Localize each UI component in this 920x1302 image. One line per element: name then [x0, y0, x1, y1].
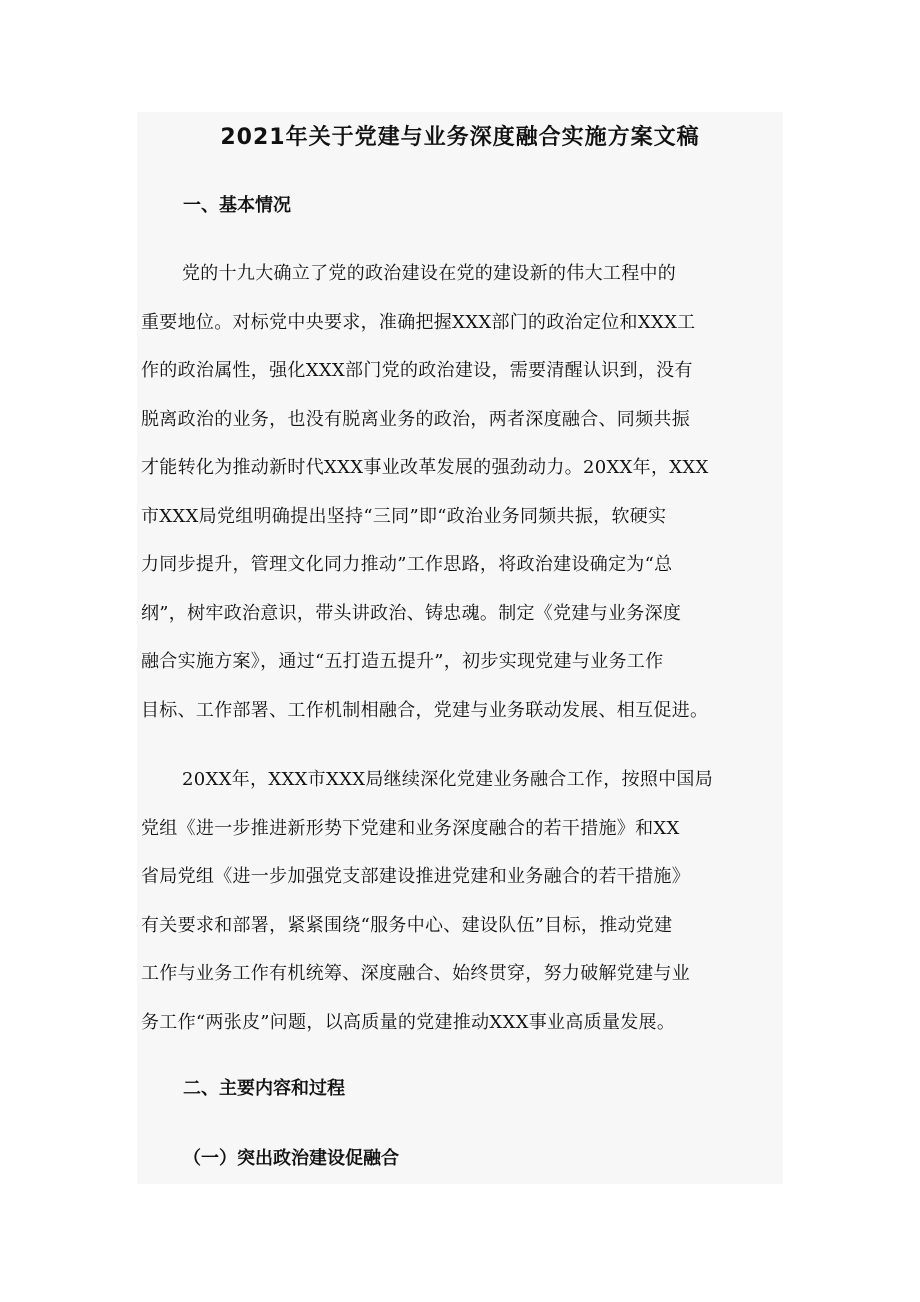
paragraph-2-line: 党组《进一步推进新形势下党建和业务深度融合的若干措施》和XX [141, 817, 680, 839]
paragraph-1-line: 脱离政治的业务，也没有脱离业务的政治，两者深度融合、同频共振 [141, 408, 690, 430]
paragraph-1-line: 党的十九大确立了党的政治建设在党的建设新的伟大工程中的 [182, 263, 677, 284]
paragraph-1-line: 才能转化为推动新时代XXX事业改革发展的强劲动力。20XX年，XXX [141, 457, 709, 478]
paragraph-1-line: 纲”，树牢政治意识，带头讲政治、铸忠魂。制定《党建与业务深度 [141, 602, 682, 624]
paragraph-2-line: 省局党组《进一步加强党支部建设推进党建和业务融合的若干措施》 [141, 866, 690, 887]
paragraph-1-line: 目标、工作部署、工作机制相融合，党建与业务联动发展、相互促进。 [141, 699, 709, 721]
paragraph-2-line: 务工作“两张皮”问题，以高质量的党建推动XXX事业高质量发展。 [141, 1011, 676, 1033]
document-title: 2021年关于党建与业务深度融合实施方案文稿 [220, 125, 700, 150]
section-heading-main-content: 二、主要内容和过程 [183, 1078, 345, 1099]
section-heading-basic-situation: 一、基本情况 [183, 195, 291, 216]
paragraph-2 [141, 756, 781, 1047]
paragraph-1-line: 融合实施方案》，通过“五打造五提升”，初步实现党建与业务工作 [141, 651, 664, 672]
paragraph-2-line: 20XX年，XXX市XXX局继续深化党建业务融合工作，按照中国局 [182, 769, 714, 790]
paragraph-1-line: 市XXX局党组明确提出坚持“三同”即“政治业务同频共振，软硬实 [141, 505, 667, 527]
subsection-heading-political-building: （一）突出政治建设促融合 [183, 1148, 399, 1169]
paragraph-2-line: 工作与业务工作有机统筹、深度融合、始终贯穿，努力破解党建与业 [141, 963, 690, 984]
paragraph-1-line: 力同步提升，管理文化同力推动”工作思路，将政治建设确定为“总 [141, 554, 673, 575]
paragraph-2-line: 有关要求和部署，紧紧围绕“服务中心、建设队伍”目标，推动党建 [141, 914, 673, 936]
paragraph-1-line: 作的政治属性，强化XXX部门党的政治建设，需要清醒认识到，没有 [141, 360, 693, 381]
paragraph-1-line: 重要地位。对标党中央要求，准确把握XXX部门的政治定位和XXX工 [141, 311, 696, 333]
paragraph-1 [141, 250, 781, 735]
